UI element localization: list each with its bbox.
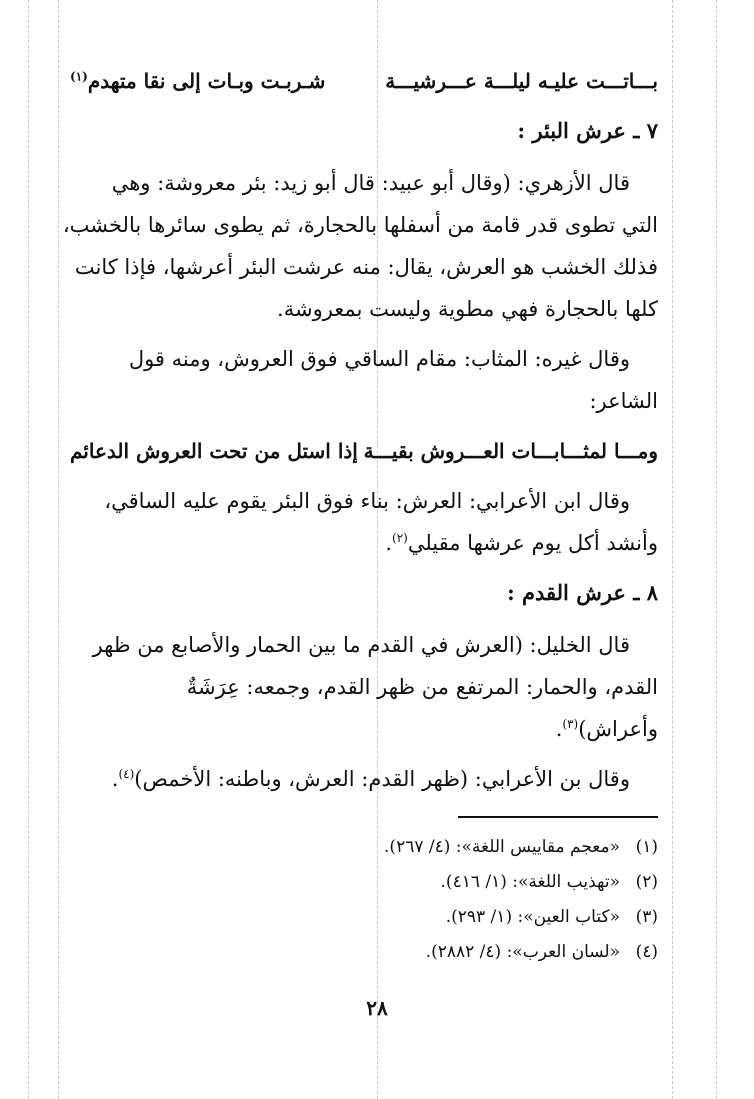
footnotes-list bbox=[70, 830, 658, 970]
verse-1-left-hemistich-wrap bbox=[70, 60, 325, 102]
paragraph-azhari bbox=[62, 162, 658, 330]
footnote-item bbox=[70, 900, 658, 935]
footnote-separator bbox=[458, 816, 658, 818]
verse-1-right-hemistich: بـــاتـــت عليـه ليلـــة عـــرشيـــة bbox=[385, 69, 658, 93]
page-number: ٢٨ bbox=[366, 996, 388, 1020]
footnote-ref-4[interactable]: (٤) bbox=[118, 767, 135, 781]
text-line-with-ref: وقال بن الأعرابي: (ظهر القدم: العرش، وباطنه: الأخمص)$^{(٤)}$. bbox=[111, 767, 630, 791]
margin-guide-left bbox=[28, 0, 29, 1099]
text-line-with-ref: وأنشد أكل يوم عرشها مقيلي$^{(٢)}$. bbox=[385, 531, 658, 555]
footnote-number: (٣) bbox=[635, 907, 658, 927]
text-line: وقال ابن الأعرابي: العرش: بناء فوق البئر يقوم عليه الساقي، bbox=[104, 489, 630, 513]
text-line: وقال غيره: المثاب: مقام الساقي فوق العروش، ومنه قول bbox=[128, 347, 630, 371]
verse-line-1 bbox=[70, 60, 658, 102]
verse-2-right-hemistich: ومـــا لمثـــابـــات العـــروش بقيـــة bbox=[363, 439, 658, 463]
text-line: كلها بالحجارة فهي مطوية وليست بمعروشة. bbox=[277, 297, 658, 321]
text-line: فذلك الخشب هو العرش، يقال: منه عرشت البئر أعرشها، فإذا كانت bbox=[74, 255, 658, 279]
text-line: قال الخليل: (العرش في القدم ما بين الحمار والأصابع من ظهر bbox=[92, 633, 630, 657]
section-heading-8: ٨ ـ عرش القدم : bbox=[506, 580, 658, 605]
footnote-number: (١) bbox=[635, 837, 658, 857]
section-heading-7: ٧ ـ عرش البئر : bbox=[517, 118, 658, 143]
text-line: قال الأزهري: (وقال أبو عبيد: قال أبو زيد: بئر معروشة: وهي bbox=[111, 171, 630, 195]
text-line: الشاعر: bbox=[589, 389, 658, 413]
verse-line-2 bbox=[70, 430, 658, 472]
footnote-number: (٢) bbox=[635, 872, 658, 892]
footnote-item bbox=[70, 830, 658, 865]
text-line-with-ref: وأعراش)$^{(٣)}$. bbox=[555, 717, 658, 741]
footnote-text: «لسان العرب»: (٤/ ٢٨٨٢). bbox=[425, 942, 620, 962]
footnote-ref-3[interactable]: (٣) bbox=[562, 717, 579, 731]
footnote-item bbox=[70, 865, 658, 900]
margin-guide-left-inner bbox=[58, 0, 59, 1099]
margin-guide-right-inner bbox=[672, 0, 673, 1099]
footnote-text: «تهذيب اللغة»: (١/ ٤١٦). bbox=[440, 872, 620, 892]
text-line: وأعراش) bbox=[578, 717, 658, 741]
footnote-text: «معجم مقاييس اللغة»: (٤/ ٢٦٧). bbox=[384, 837, 620, 857]
text-line: وأنشد أكل يوم عرشها مقيلي bbox=[407, 531, 658, 555]
text-line: القدم، والحمار: المرتفع من ظهر القدم، وجمعه: عِرَشَةٌ bbox=[186, 675, 658, 699]
verse-2-left-hemistich: إذا استل من تحت العروش الدعائم bbox=[70, 439, 358, 463]
footnote-number: (٤) bbox=[635, 942, 658, 962]
paragraph-ibn-arabi-1 bbox=[70, 480, 658, 564]
paragraph-khalil bbox=[70, 624, 658, 750]
footnote-item bbox=[70, 935, 658, 970]
footnote-text: «كتاب العين»: (١/ ٢٩٣). bbox=[445, 907, 620, 927]
footnote-ref-1[interactable]: (١) bbox=[70, 69, 88, 84]
paragraph-ghayruhu bbox=[70, 338, 658, 422]
page-body bbox=[62, 60, 658, 808]
paragraph-ibn-arabi-2 bbox=[70, 758, 658, 800]
margin-guide-right bbox=[716, 0, 717, 1099]
verse-1-left-hemistich: شـربـت وبـات إلى نقا متهدم bbox=[87, 69, 326, 93]
footnote-ref-2[interactable]: (٢) bbox=[392, 531, 408, 545]
text-line: التي تطوى قدر قامة من أسفلها بالحجارة، ثم يطوى سائرها بالخشب، bbox=[62, 213, 658, 237]
text-line: وقال بن الأعرابي: (ظهر القدم: العرش، وباطنه: الأخمص) bbox=[134, 767, 630, 791]
